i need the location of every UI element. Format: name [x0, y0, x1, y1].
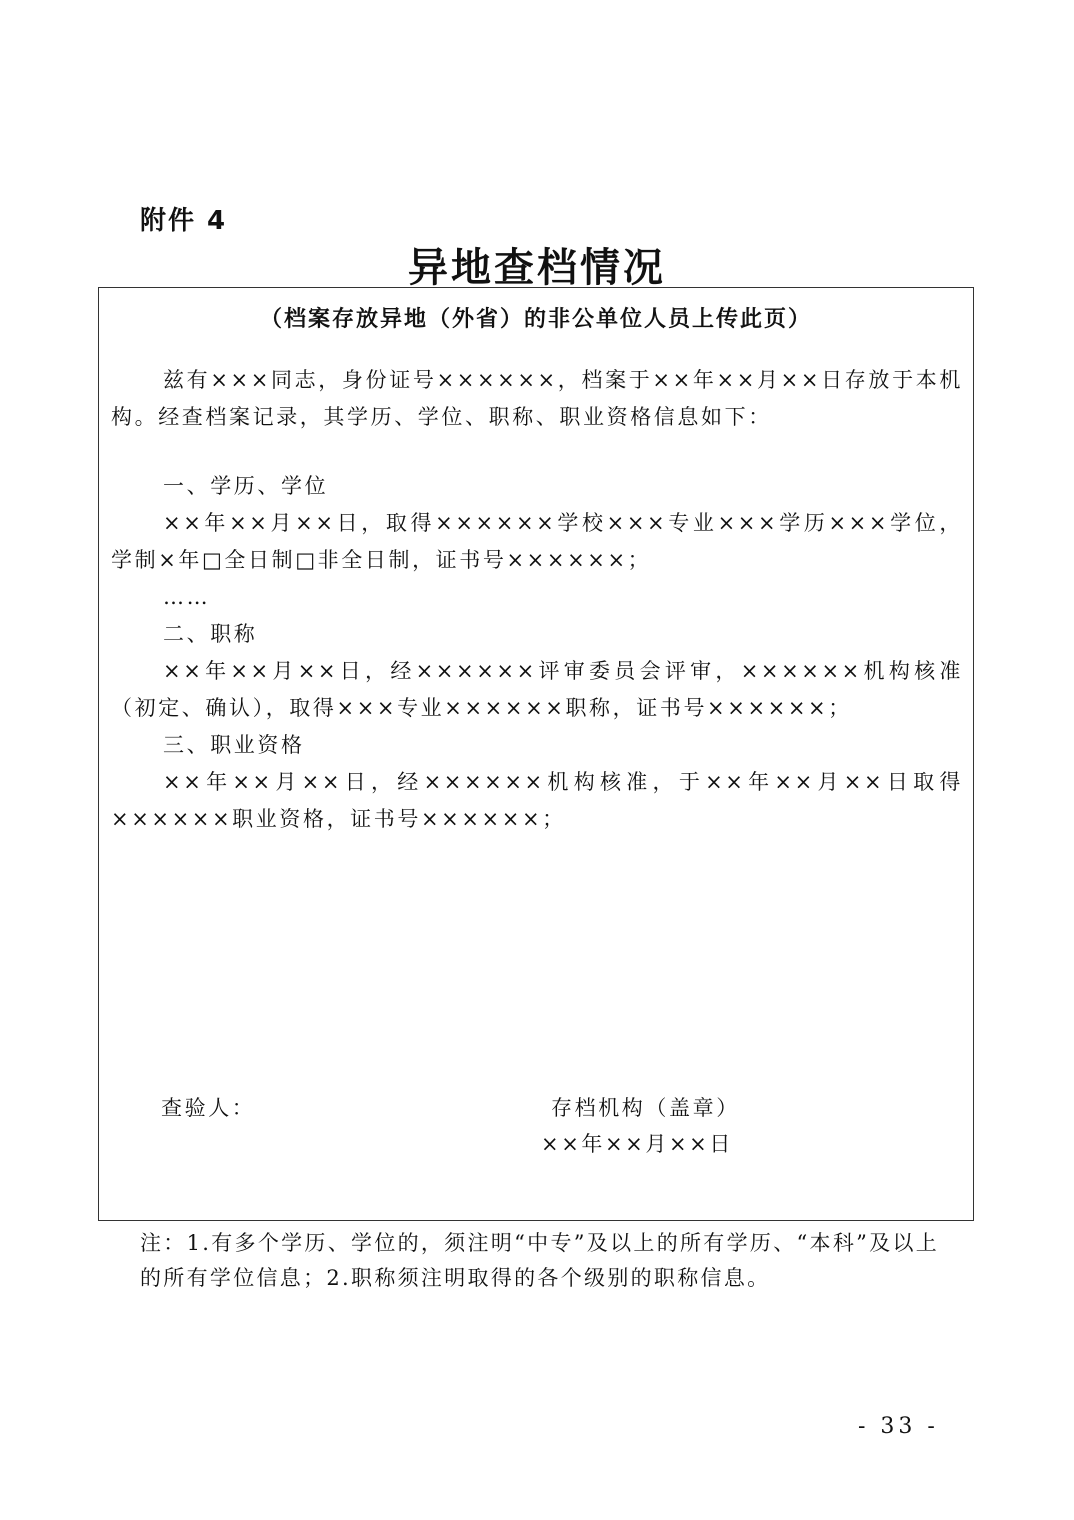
signer-label: 查验人： — [161, 1096, 256, 1120]
section-heading-education: 一、学历、学位 — [163, 474, 329, 498]
page-number: - 33 - — [858, 1414, 939, 1439]
sections-block — [111, 468, 963, 838]
section-text-title: ××年××月××日，经××××××评审委员会评审，××××××机构核准（初定、确认），取得×××专业××××××职称，证书号××××××； — [111, 659, 963, 720]
form-subtitle: （档案存放异地（外省）的非公单位人员上传此页） — [259, 307, 812, 332]
intro-paragraph: 兹有×××同志，身份证号××××××，档案于××年××月××日存放于本机构。经查档案记录，其学历、学位、职称、职业资格信息如下： — [111, 368, 963, 429]
section-heading-qualification: 三、职业资格 — [163, 733, 305, 757]
archive-date: ××年××月××日 — [541, 1132, 733, 1156]
section-text-education: ××年××月××日，取得××××××学校×××专业×××学历×××学位，学制×年□全日制□非全日制，证书号××××××； — [111, 511, 963, 572]
archive-org-label: 存档机构（盖章） — [551, 1096, 740, 1120]
document-title: 异地查档情况 — [408, 244, 666, 291]
section-text-qualification: ××年××月××日，经××××××机构核准，于××年××月××日取得××××××职业资格，证书号××××××； — [111, 770, 963, 831]
footnote: 注：1.有多个学历、学位的，须注明“中专”及以上的所有学历、“本科”及以上的所有学位信息；2.职称须注明取得的各个级别的职称信息。 — [140, 1231, 940, 1290]
form-box — [98, 287, 974, 1221]
section-heading-title: 二、职称 — [163, 622, 258, 646]
attachment-label: 附件 4 — [140, 206, 228, 236]
section-ellipsis: …… — [163, 585, 211, 609]
